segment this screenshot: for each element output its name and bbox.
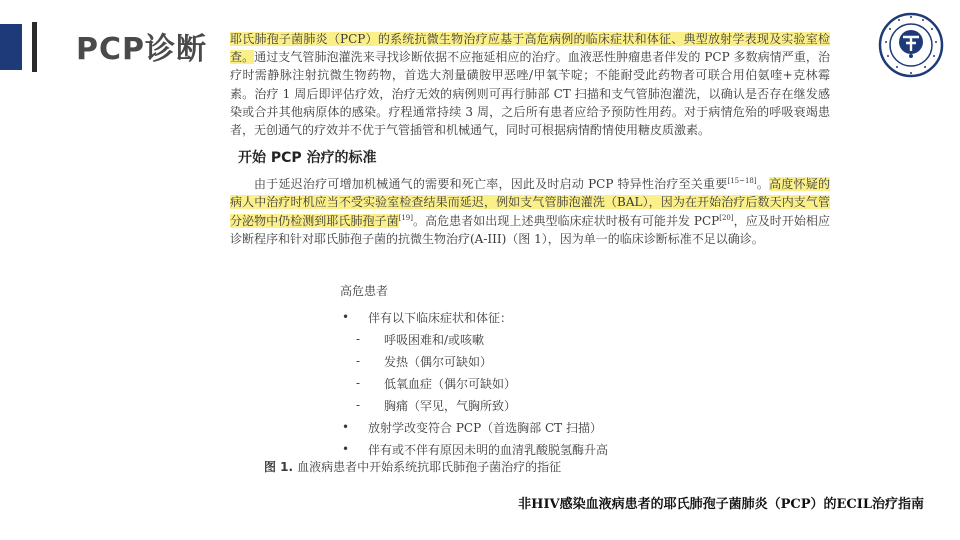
title-accent-bar — [0, 24, 22, 70]
list-item-text: 放射学改变符合 PCP（首选胸部 CT 扫描） — [368, 420, 602, 435]
dash-icon: - — [356, 354, 361, 368]
citation: [20] — [719, 213, 734, 222]
list-item — [340, 438, 820, 460]
university-hospital-seal-icon — [878, 12, 944, 78]
citation: [15~18] — [727, 177, 757, 186]
paragraph-text: 由于延迟治疗可增加机械通气的需要和死亡率，因此及时启动 PCP 特异性治疗至关重要 — [254, 177, 728, 192]
highlighted-sentence: 耶氏肺孢子菌肺炎（PCP）的系统抗微生物治疗应基于高危病例的临床症状和体征、典型放射学表现及实验室检查。 — [230, 32, 830, 65]
dash-icon: - — [356, 332, 361, 346]
dash-icon: - — [356, 376, 361, 390]
dash-icon: - — [356, 398, 361, 412]
citation: [19] — [398, 213, 413, 222]
figure-1 — [340, 282, 820, 460]
paragraph-text: 通过支气管肺泡灌洗来寻找诊断依据不应拖延相应的治疗。血液恶性肿瘤患者伴发的 PCP 多数病情严重，治疗时需静脉注射抗微生物药物，首选大剂量磺胺甲恶唑/甲氧苄啶；不能耐受此药物者可联合用伯氨喹+克林霉素。治疗 1 周后即评估疗效，治疗无效的病例则可再行肺部 CT 扫描和支气管肺泡灌洗，以确认是否存在继发感染或合并其他病原体的感染。疗程通常持续 3 周，之后所有患者应给予预防性用药。对于病情危殆的呼吸衰竭患者，无创通气的疗效并不优于气管插管和机械通气，同时可根据病情酌情使用糖皮质激素。 — [230, 50, 830, 138]
list-item-text: 呼吸困难和/或咳嗽 — [384, 332, 485, 347]
list-item-text: 发热（偶尔可缺如） — [384, 354, 493, 369]
list-item — [340, 394, 820, 416]
paragraph-text: ，应及时开始相应诊断程序和针对耶氏肺孢子菌的抗微生物治疗(A-III)（图 1），因为单一的临床诊断标准不足以确诊。 — [230, 213, 830, 246]
figure-caption-label: 图 1. — [264, 460, 294, 474]
paragraph-text: 。高危患者如出现上述典型临床症状时极有可能并发 PCP — [413, 213, 720, 228]
list-item-text: 低氧血症（偶尔可缺如） — [384, 376, 517, 391]
figure-title: 高危患者 — [340, 284, 389, 298]
figure-caption-text: 血液病患者中开始系统抗耶氏肺孢子菌治疗的指征 — [297, 460, 562, 474]
list-item — [340, 372, 820, 394]
paragraph-text: 。 — [756, 177, 770, 192]
bullet-icon: • — [342, 420, 350, 434]
figure-caption — [264, 458, 561, 475]
document-excerpt — [230, 30, 830, 248]
slide-title: PCP诊断 — [76, 32, 207, 67]
list-item — [340, 416, 820, 438]
paragraph-criteria — [230, 175, 830, 248]
section-heading: 开始 PCP 治疗的标准 — [238, 150, 377, 167]
bullet-icon: • — [342, 442, 350, 456]
bullet-icon: • — [342, 310, 350, 324]
highlighted-sentence: 高度怀疑的病人中治疗时机应当不受实验室检查结果而延迟，例如支气管肺泡灌洗（BAL），因为在开始治疗后数天内支气管分泌物中仍检测到耶氏肺孢子菌 — [230, 177, 830, 228]
source-footnote: 非HIV感染血液病患者的耶氏肺孢子菌肺炎（PCP）的ECIL治疗指南 — [518, 497, 924, 512]
title-accent-line — [32, 22, 37, 72]
list-item — [340, 328, 820, 350]
list-item-text: 伴有或不伴有原因未明的血清乳酸脱氢酶升高 — [368, 442, 609, 457]
list-item — [340, 306, 820, 328]
paragraph-treatment — [230, 30, 830, 139]
list-item — [340, 350, 820, 372]
list-item-text: 胸痛（罕见，气胸所致） — [384, 398, 517, 413]
list-item-text: 伴有以下临床症状和体征： — [368, 310, 513, 325]
